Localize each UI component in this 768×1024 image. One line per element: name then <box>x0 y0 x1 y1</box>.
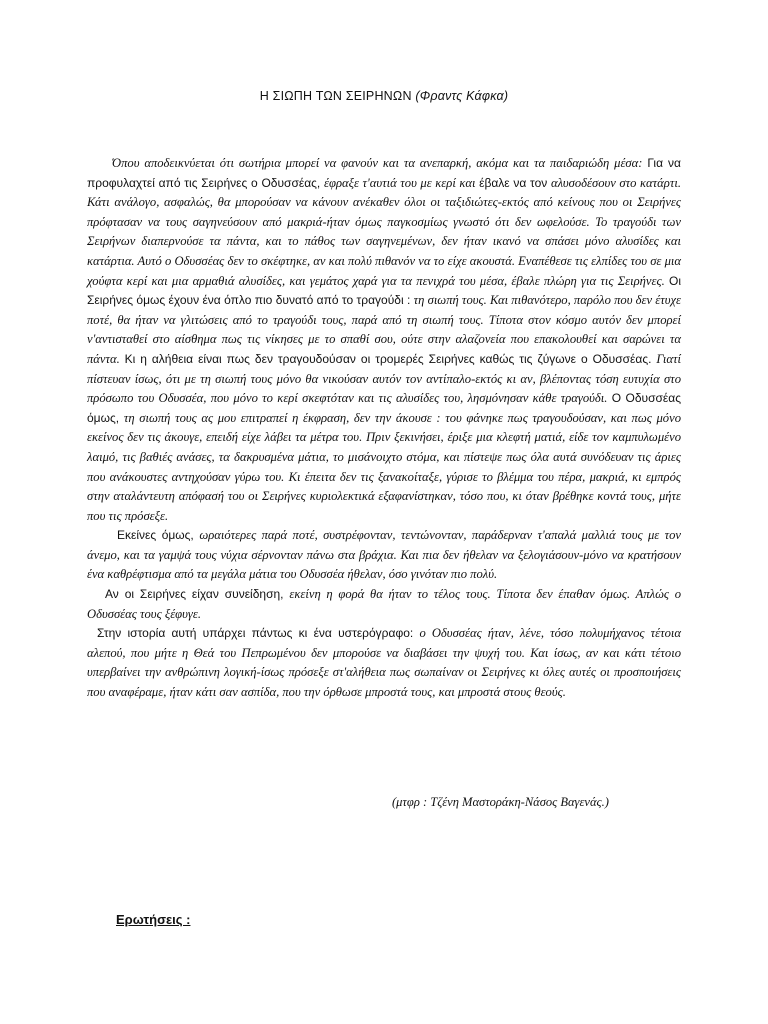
document-author: (Φραντς Κάφκα) <box>415 89 509 103</box>
text-run: Στην ιστορία αυτή υπάρχει πάντως κι ένα υστερόγραφο: <box>97 626 420 641</box>
document-title: Η ΣΙΩΠΗ ΤΩΝ ΣΕΙΡΗΝΩΝ <box>259 89 412 103</box>
questions-heading: Ερωτήσεις : <box>116 912 191 927</box>
translation-credit: (μτφρ : Τζένη Μαστοράκη-Νάσος Βαγενάς.) <box>392 795 609 809</box>
paragraph-4 <box>87 624 681 702</box>
text-run: Ο Οδυσσέας όμως, <box>87 391 681 425</box>
text-run: εκείνη η φορά θα ήταν το τέλος τους. Τίποτα δεν έπαθαν όμως. Απλώς ο Οδυσσέας τους ξέφυγε. <box>87 587 681 621</box>
text-run: Κι η αλήθεια είναι πως δεν τραγουδούσαν οι τρομερές Σειρήνες καθώς τις ζύγωνε ο Οδυσσέας. <box>124 351 657 366</box>
text-run: τη σιωπή τους. Και πιθανότερο, παρόλο που δεν έτυχε ποτέ, θα ήταν να γλιτώσεις από το τραγούδι τους, παρά από τη σιωπή τους. Τίποτα στον κόσμο αυτόν δεν μπορεί ν'αντισταθεί στο αίσθημα πως τις νίκησες με το σπαθί σου, ούτε στην αλαζονεία που επακολουθεί και σαρώνει τα πάντα. <box>87 293 681 366</box>
text-run: Εκείνες όμως, <box>117 528 200 543</box>
text-run: τη σιωπή τους ας μου επιτραπεί η έκφραση, δεν την άκουσε : του φάνηκε πως τραγουδούσαν, και πως μόνο εκείνος δεν τις άκουγε, επειδή είχε λάβει τα μέτρα του. Πριν ξεκινήσει, έριξε μια κλεφτή ματιά, είδε τον καμπυλωμένο λαιμό, τις βαθιές ανάσες, τα δακρυσμένα μάτια, το μισάνοιχτο στόμα, και πίστεψε πως όλα αυτά συνόδευαν τις άριες που ανάκουστες αντηχούσαν γύρω του. Κι έπειτα δεν τις ξανακοίταξε, γύρισε το βλέμμα του πέρα, μακριά, κι εμπρός στην αταλάντευτη απόφασή του οι Σειρήνες κυριολεκτικά εξαφανίστηκαν, τόσο που, κι όταν βρέθηκε κοντά τους, μήτε που τις πρόσεξε. <box>87 410 681 523</box>
text-run: Γιατί πίστευαν ίσως, ότι με τη σιωπή τους μόνο θα νικούσαν αυτόν τον αντίπαλο-εκτός κι αν, βλέποντας τόση ευτυχία στο πρόσωπο του Οδυσσέα, που μόνο το κερί σκεφτόταν και τις αλυσίδες του, λησμόνησαν κάθε τραγούδι. <box>87 351 681 406</box>
text-run: Όπου αποδεικνύεται ότι σωτήρια μπορεί να φανούν και τα ανεπαρκή, ακόμα και τα παιδαριώδη μέσα: <box>112 156 648 170</box>
text-run: έφραξε τ'αυτιά του με κερί και <box>324 175 480 190</box>
paragraph-2 <box>87 526 681 585</box>
text-run: έβαλε να τον <box>479 175 552 190</box>
text-run: Για να προφυλαχτεί από τις Σειρήνες ο Οδυσσέας, <box>87 156 681 190</box>
text-run: Αν οι Σειρήνες είχαν συνείδηση, <box>105 587 290 602</box>
paragraph-3 <box>87 585 681 624</box>
document-body <box>87 154 681 703</box>
text-run: αλυσοδέσουν στο κατάρτι. Κάτι ανάλογο, ασφαλώς, θα μπορούσαν να κάνουν ανέκαθεν όλοι οι ταξιδιώτες-εκτός από κείνους που οι Σειρήνες πρόφτασαν να τους σαγηνεύσουν από μακριά-ήταν όμως παγκοσμίως γνωστό ότι δεν ωφελούσε. Το τραγούδι των Σειρήνων διαπερνούσε τα πάντα, και το πάθος των σαγηνεμένων, δεν ήταν ικανό να σπάσει μόνο αλυσίδες και κατάρτια. Αυτό ο Οδυσσέας δεν το σκέφτηκε, αν και πολύ πιθανόν να το είχε ακουστά. Εναπέθεσε τις ελπίδες του σε μια χούφτα κερί και μια αρμαθιά αλυσίδες, και γεμάτος χαρά για τα πενιχρά του μέσα, έβαλε πλώρη για τις Σειρήνες. <box>87 175 681 288</box>
text-run: ο Οδυσσέας ήταν, λένε, τόσο πολυμήχανος τέτοια αλεπού, που μήτε η Θεά του Πεπρωμένου δεν μπορούσε να διαβάσει την ψυχή του. Και ίσως, αν και κάτι τέτοιο υπερβαίνει την ανθρώπινη λογική-ίσως πρόσεξε στ'αλήθεια πως σωπαίναν οι Σειρήνες κι όλες αυτές οι προσποιήσεις που αναφέραμε, ήταν κάτι σαν ασπίδα, που την όρθωσε μπροστά τους, και μπροστά στους θεούς. <box>87 626 681 700</box>
document-title-line <box>0 89 768 103</box>
paragraph-1 <box>87 154 681 526</box>
text-run: ωραιότερες παρά ποτέ, συστρέφονταν, τεντώνονταν, παράδερναν τ'απαλά μαλλιά τους με τον άνεμο, και τα γαμψά τους νύχια σέρνονταν πάνω στα βράχια. Και πια δεν ήθελαν να ξελογιάσουν-μόνο να κρατήσουν ένα καθρέφτισμα από τα μεγάλα μάτια του Οδυσσέα ήθελαν, όσο γινόταν πιο πολύ. <box>87 528 682 582</box>
text-run: Οι Σειρήνες όμως έχουν ένα όπλο πιο δυνατό από το τραγούδι : <box>87 273 681 308</box>
